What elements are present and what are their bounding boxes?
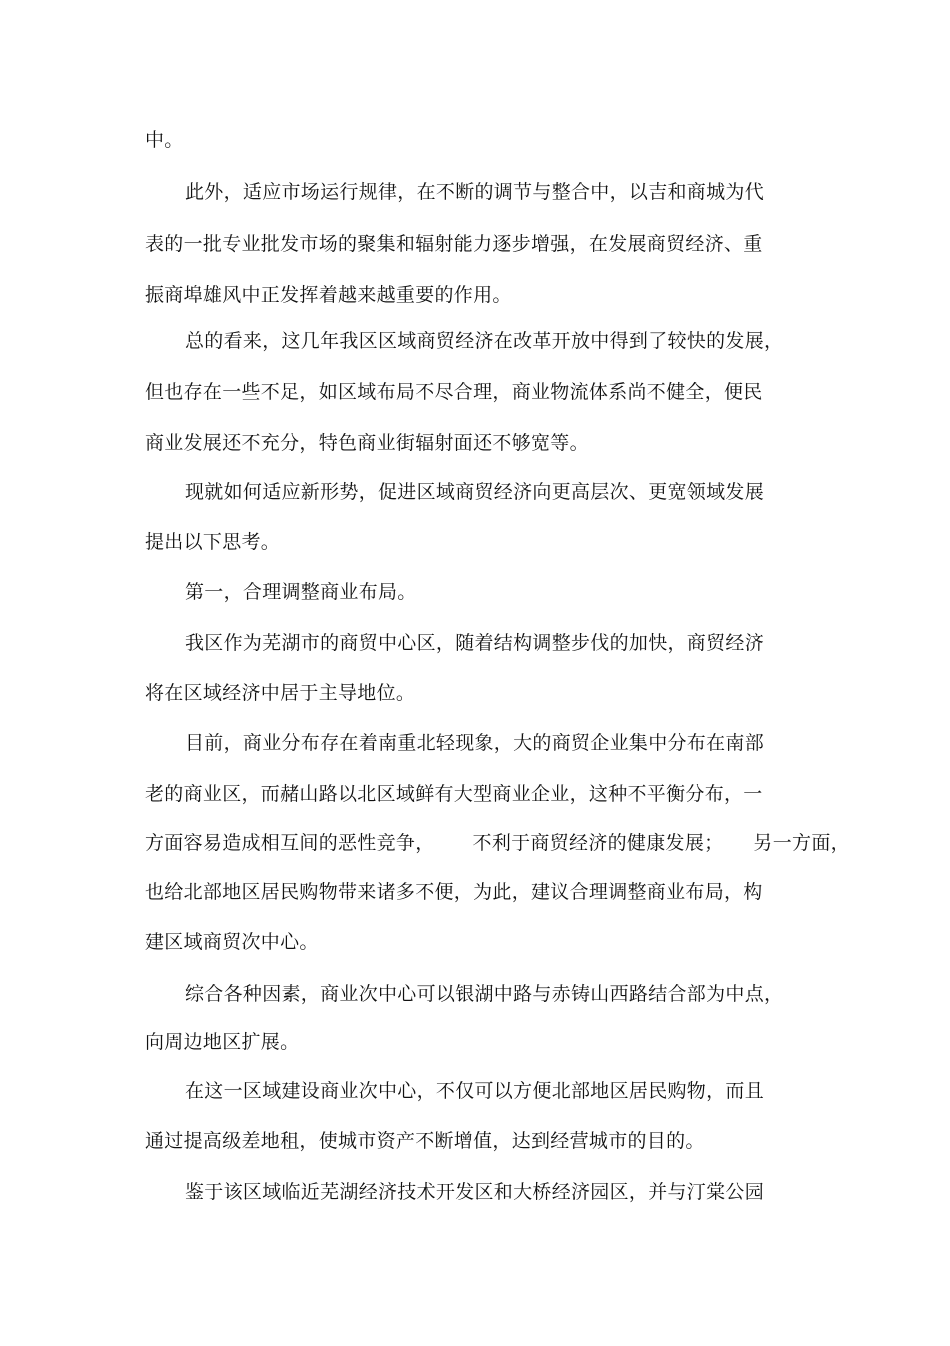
text-line: 也给北部地区居民购物带来诸多不便，为此，建议合理调整商业布局，构	[145, 881, 763, 903]
text-line: 我区作为芜湖市的商贸中心区，随着结构调整步伐的加快，商贸经济	[185, 632, 765, 654]
text-line: 老的商业区，而赭山路以北区域鲜有大型商业企业，这种不平衡分布，一	[145, 783, 763, 805]
text-line: 建区域商贸次中心。	[145, 931, 319, 953]
text-line: 但也存在一些不足，如区域布局不尽合理，商业物流体系尚不健全，便民	[145, 381, 763, 403]
text-segment: 不利于商贸经济的健康发展；	[472, 832, 724, 854]
text-line-segmented	[145, 831, 850, 855]
text-segment: 方面容易造成相互间的恶性竞争，	[145, 832, 435, 854]
text-line: 总的看来，这几年我区区域商贸经济在改革开放中得到了较快的发展，	[185, 330, 784, 352]
text-line: 目前，商业分布存在着南重北轻现象，大的商贸企业集中分布在南部	[185, 732, 765, 754]
text-line: 将在区域经济中居于主导地位。	[145, 682, 416, 704]
text-line: 提出以下思考。	[145, 531, 281, 553]
text-line: 中。	[145, 129, 184, 151]
text-line: 现就如何适应新形势，促进区域商贸经济向更高层次、更宽领域发展	[185, 481, 765, 503]
text-line: 通过提高级差地租，使城市资产不断增值，达到经营城市的目的。	[145, 1130, 705, 1152]
text-line: 此外，适应市场运行规律，在不断的调节与整合中，以吉和商城为代	[185, 181, 765, 203]
text-line: 向周边地区扩展。	[145, 1031, 300, 1053]
text-segment: 另一方面，	[753, 832, 850, 854]
text-line: 表的一批专业批发市场的聚集和辐射能力逐步增强，在发展商贸经济、重	[145, 233, 763, 255]
text-line: 振商埠雄风中正发挥着越来越重要的作用。	[145, 284, 512, 306]
text-line: 商业发展还不充分，特色商业街辐射面还不够宽等。	[145, 432, 589, 454]
text-line: 综合各种因素，商业次中心可以银湖中路与赤铸山西路结合部为中点，	[185, 983, 784, 1005]
text-line: 在这一区域建设商业次中心，不仅可以方便北部地区居民购物，而且	[185, 1080, 765, 1102]
text-line: 鉴于该区域临近芜湖经济技术开发区和大桥经济园区，并与汀棠公园	[185, 1181, 765, 1203]
section-heading: 第一，合理调整商业布局。	[185, 581, 417, 603]
